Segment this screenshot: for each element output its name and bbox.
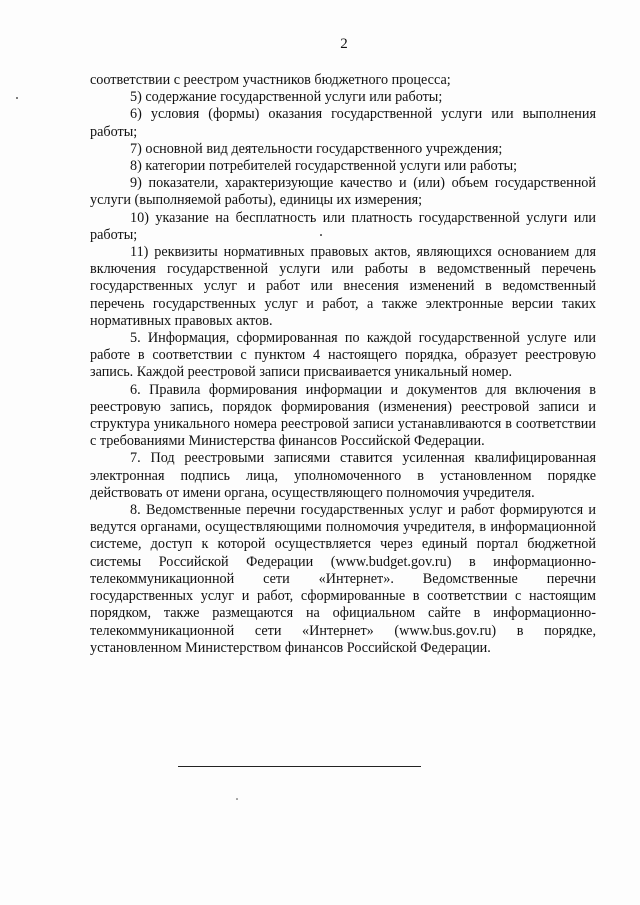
paragraph-continuation: соответствии с реестром участников бюджетного процесса; xyxy=(90,72,451,88)
list-item-6: 6) условия (формы) оказания государственной услуги или выполнения работы; xyxy=(90,106,596,140)
scan-speck xyxy=(16,97,18,99)
scan-speck xyxy=(320,234,322,236)
document-body xyxy=(90,72,596,657)
clause-6: 6. Правила формирования информации и документов для включения в реестровую запись, порядок формирования (изменения) реестровой записи и структура уникального номера реестровой записи устанавливаются в соответствии с требованиями Министерства финансов Российской Федерации. xyxy=(90,381,596,450)
end-rule-line xyxy=(178,766,421,767)
scan-speck xyxy=(236,798,238,800)
list-item-9: 9) показатели, характеризующие качество и (или) объем государственной услуги (выполняемой работы), единицы их измерения; xyxy=(90,175,596,209)
list-item-8: 8) категории потребителей государственной услуги или работы; xyxy=(130,158,518,175)
clause-8: 8. Ведомственные перечни государственных услуг и работ формируются и ведутся органами, осуществляющими полномочия учредителя, в информационной системе, доступ к которой осуществляется через единый портал бюджетной системы Российской Федерации (www.budget.gov.ru) в информационно-телекоммуникационной сети «Интернет». Ведомственные перечни государственных услуг и работ, сформированные в соответствии с настоящим порядком, также размещаются на официальном сайте в информационно-телекоммуникационной сети «Интернет» (www.bus.gov.ru) в порядке, установленном Министерством финансов Российской Федерации. xyxy=(90,502,596,656)
page-number: 2 xyxy=(340,36,348,52)
list-item-11: 11) реквизиты нормативных правовых актов, являющихся основанием для включения государственной услуги или работы в ведомственный перечень государственных услуг и работ или внесения изменений в ведомственный перечень государственных услуг и работ, а также электронные версии таких нормативных правовых актов. xyxy=(90,244,596,329)
list-item-7: 7) основной вид деятельности государственного учреждения; xyxy=(130,140,503,157)
list-item-10: 10) указание на бесплатность или платность государственной услуги или работы; xyxy=(90,209,596,243)
list-item-5: 5) содержание государственной услуги или работы; xyxy=(130,89,443,106)
clause-5: 5. Информация, сформированная по каждой государственной услуге или работе в соответствии с пунктом 4 настоящего порядка, образует реестровую запись. Каждой реестровой записи присваивается уникальный номер. xyxy=(90,330,596,381)
clause-7: 7. Под реестровыми записями ставится усиленная квалифицированная электронная подпись лица, уполномоченного в установленном порядке действовать от имени органа, осуществляющего полномочия учредителя. xyxy=(90,450,596,501)
